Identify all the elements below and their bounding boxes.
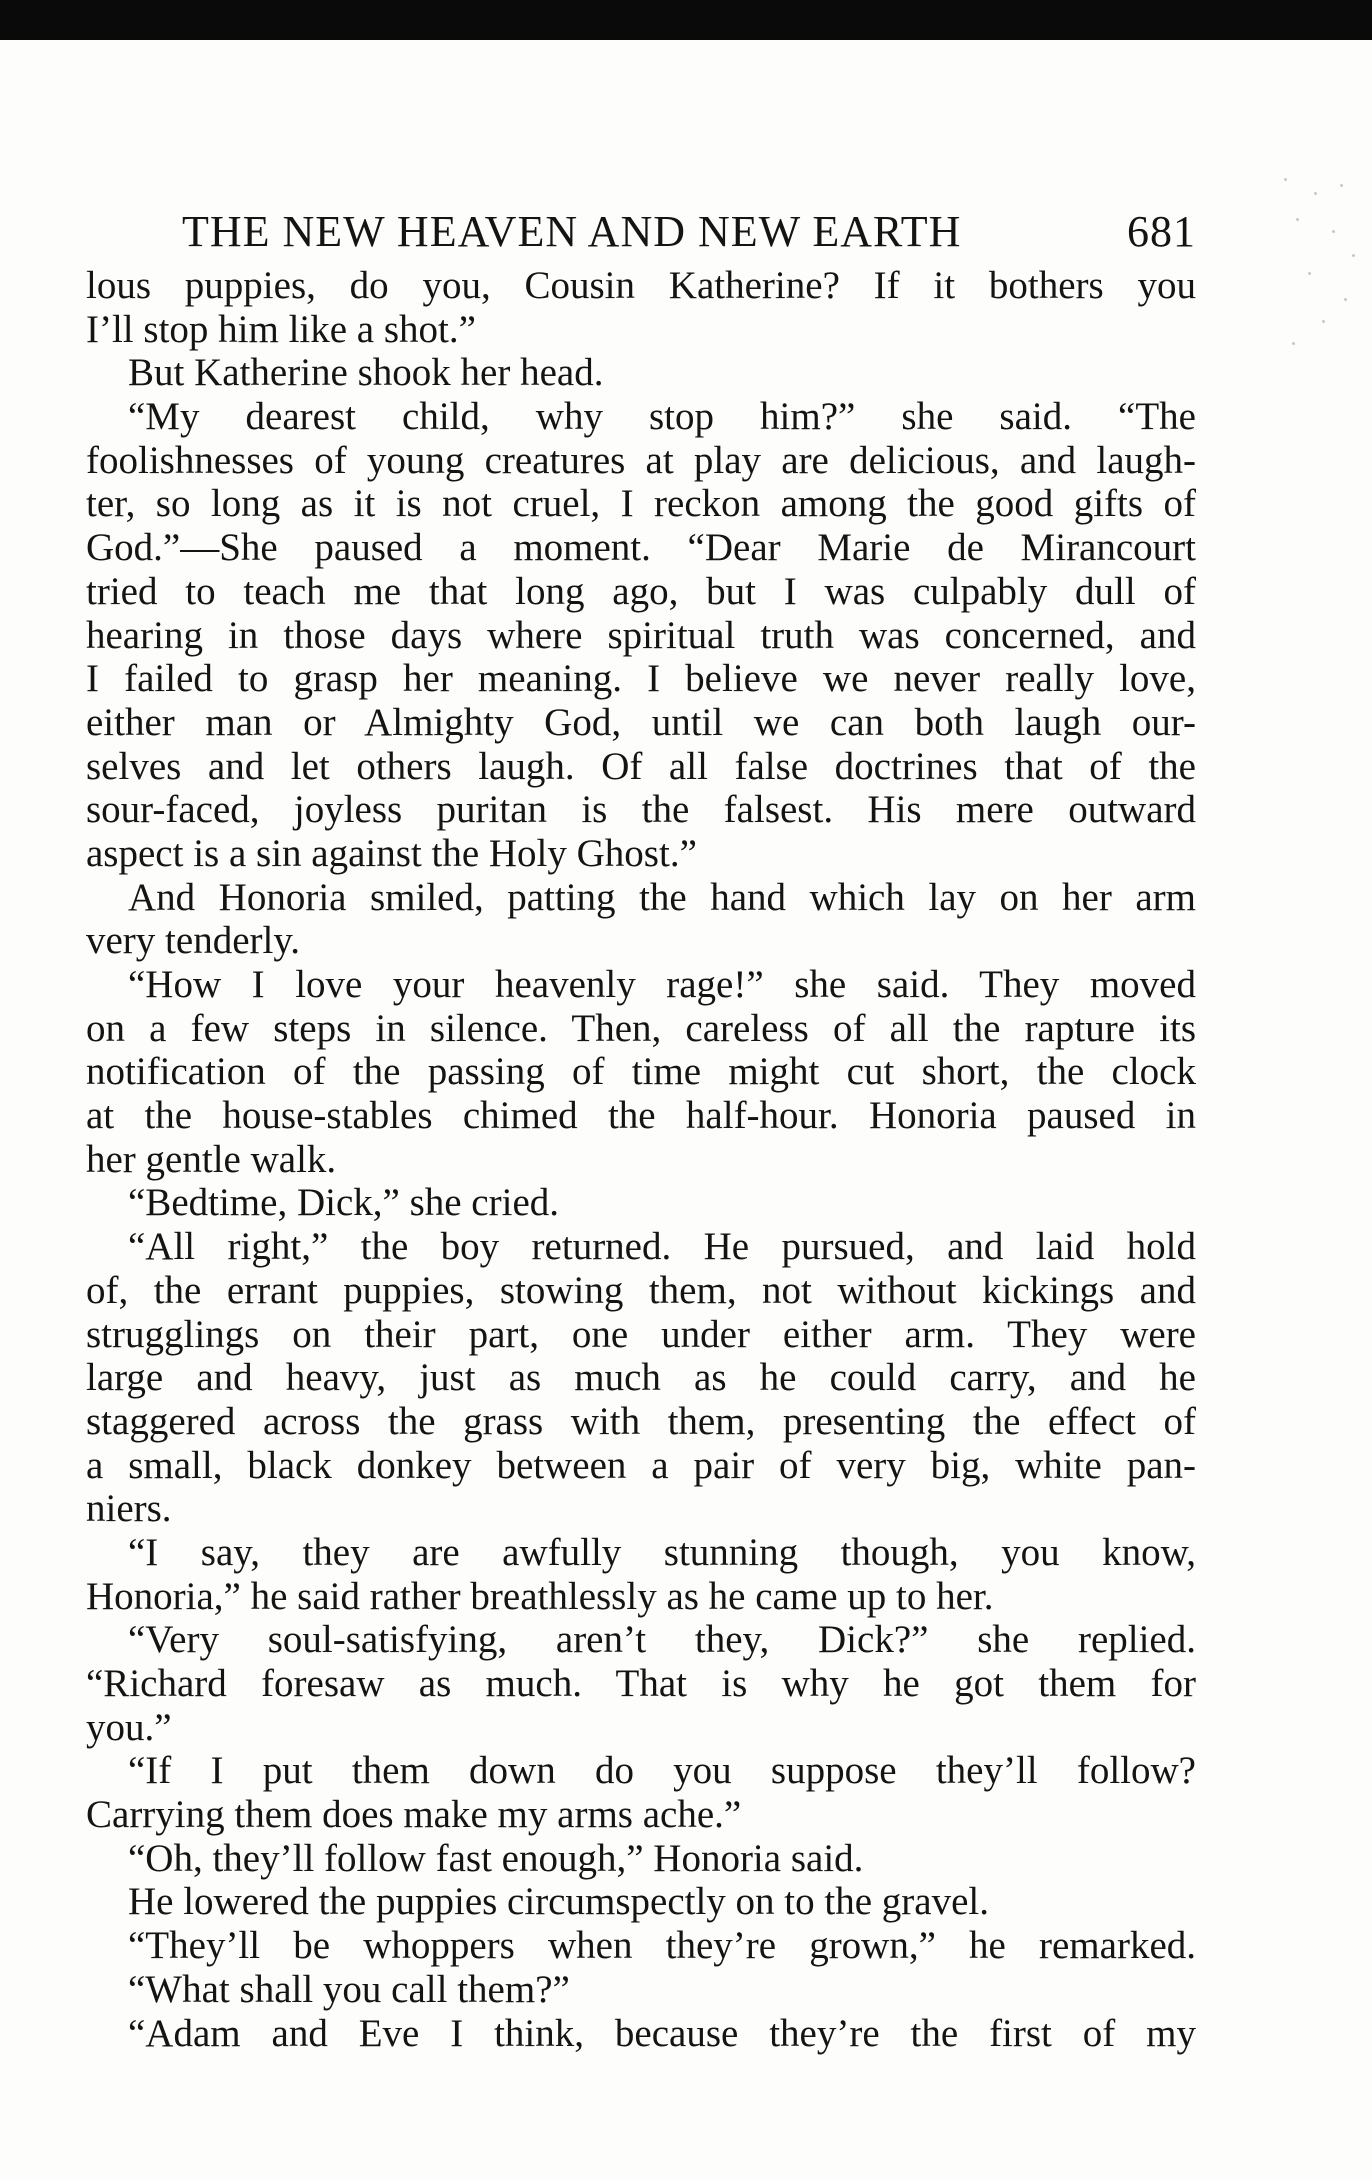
text-line: “Adam and Eve I think, because they’re the first of my — [128, 2011, 1196, 2055]
text-line: lous puppies, do you, Cousin Katherine? If it bothers you — [86, 264, 1196, 307]
text-line: you.” — [86, 1705, 172, 1749]
text-line: “All right,” the boy returned. He pursued, and laid hold — [128, 1225, 1196, 1269]
text-line: “Oh, they’ll follow fast enough,” Honoria said. — [128, 1836, 864, 1880]
text-line: “Very soul-satisfying, aren’t they, Dick?” she replied. — [128, 1618, 1196, 1662]
text-line: niers. — [86, 1487, 172, 1531]
text-line: He lowered the puppies circumspectly on to the gravel. — [128, 1880, 989, 1924]
text-line: sour-faced, joyless puritan is the falsest. His mere outward — [86, 788, 1196, 832]
text-line: God.”—She paused a moment. “Dear Marie de Mirancourt — [86, 526, 1196, 570]
text-line: ter, so long as it is not cruel, I reckon among the good gifts of — [86, 482, 1196, 526]
text-line: Honoria,” he said rather breathlessly as he came up to her. — [86, 1574, 994, 1618]
body-text — [86, 264, 1196, 2055]
scan-speckle-noise — [1274, 170, 1364, 360]
text-line: “They’ll be whoppers when they’re grown,” he remarked. — [128, 1924, 1196, 1968]
text-line: very tenderly. — [86, 919, 301, 963]
text-line: But Katherine shook her head. — [128, 351, 604, 395]
text-line: selves and let others laugh. Of all false doctrines that of the — [86, 744, 1196, 788]
text-line: strugglings on their part, one under either arm. They were — [86, 1312, 1196, 1356]
text-line: staggered across the grass with them, presenting the effect of — [86, 1399, 1196, 1443]
page-number: 681 — [1127, 207, 1196, 256]
text-line: her gentle walk. — [86, 1137, 337, 1181]
text-line: on a few steps in silence. Then, careless of all the rapture its — [86, 1006, 1196, 1050]
text-line: a small, black donkey between a pair of very big, white pan- — [86, 1443, 1196, 1487]
scan-top-border — [0, 0, 1372, 40]
text-line: I’ll stop him like a shot.” — [86, 307, 476, 351]
text-line: “If I put them down do you suppose they’ll follow? — [128, 1749, 1196, 1793]
text-line: aspect is a sin against the Holy Ghost.” — [86, 831, 697, 875]
text-line: “Bedtime, Dick,” she cried. — [128, 1181, 559, 1225]
text-line: “Richard foresaw as much. That is why he got them for — [86, 1662, 1196, 1705]
text-line: tried to teach me that long ago, but I was culpably dull of — [86, 569, 1196, 613]
text-line: foolishnesses of young creatures at play are delicious, and laugh- — [86, 438, 1196, 482]
text-line: Carrying them does make my arms ache.” — [86, 1793, 742, 1837]
text-line: either man or Almighty God, until we can both laugh our- — [86, 700, 1196, 744]
text-line: “My dearest child, why stop him?” she said. “The — [128, 395, 1196, 439]
text-line: hearing in those days where spiritual truth was concerned, and — [86, 613, 1196, 657]
text-line: at the house-stables chimed the half-hour. Honoria paused in — [86, 1094, 1196, 1138]
text-line: “What shall you call them?” — [128, 1967, 570, 2011]
text-line: “I say, they are awfully stunning though, you know, — [128, 1530, 1196, 1574]
text-line: of, the errant puppies, stowing them, not without kickings and — [86, 1268, 1196, 1312]
book-page — [86, 196, 1196, 2055]
running-title: THE NEW HEAVEN AND NEW EARTH — [182, 207, 962, 256]
text-line: “How I love your heavenly rage!” she said. They moved — [128, 963, 1196, 1006]
text-line: large and heavy, just as much as he could carry, and he — [86, 1356, 1196, 1400]
text-line: And Honoria smiled, patting the hand which lay on her arm — [128, 875, 1196, 919]
page-header — [86, 196, 1196, 258]
text-line: notification of the passing of time might cut short, the clock — [86, 1050, 1196, 1094]
text-line: I failed to grasp her meaning. I believe we never really love, — [86, 657, 1196, 701]
